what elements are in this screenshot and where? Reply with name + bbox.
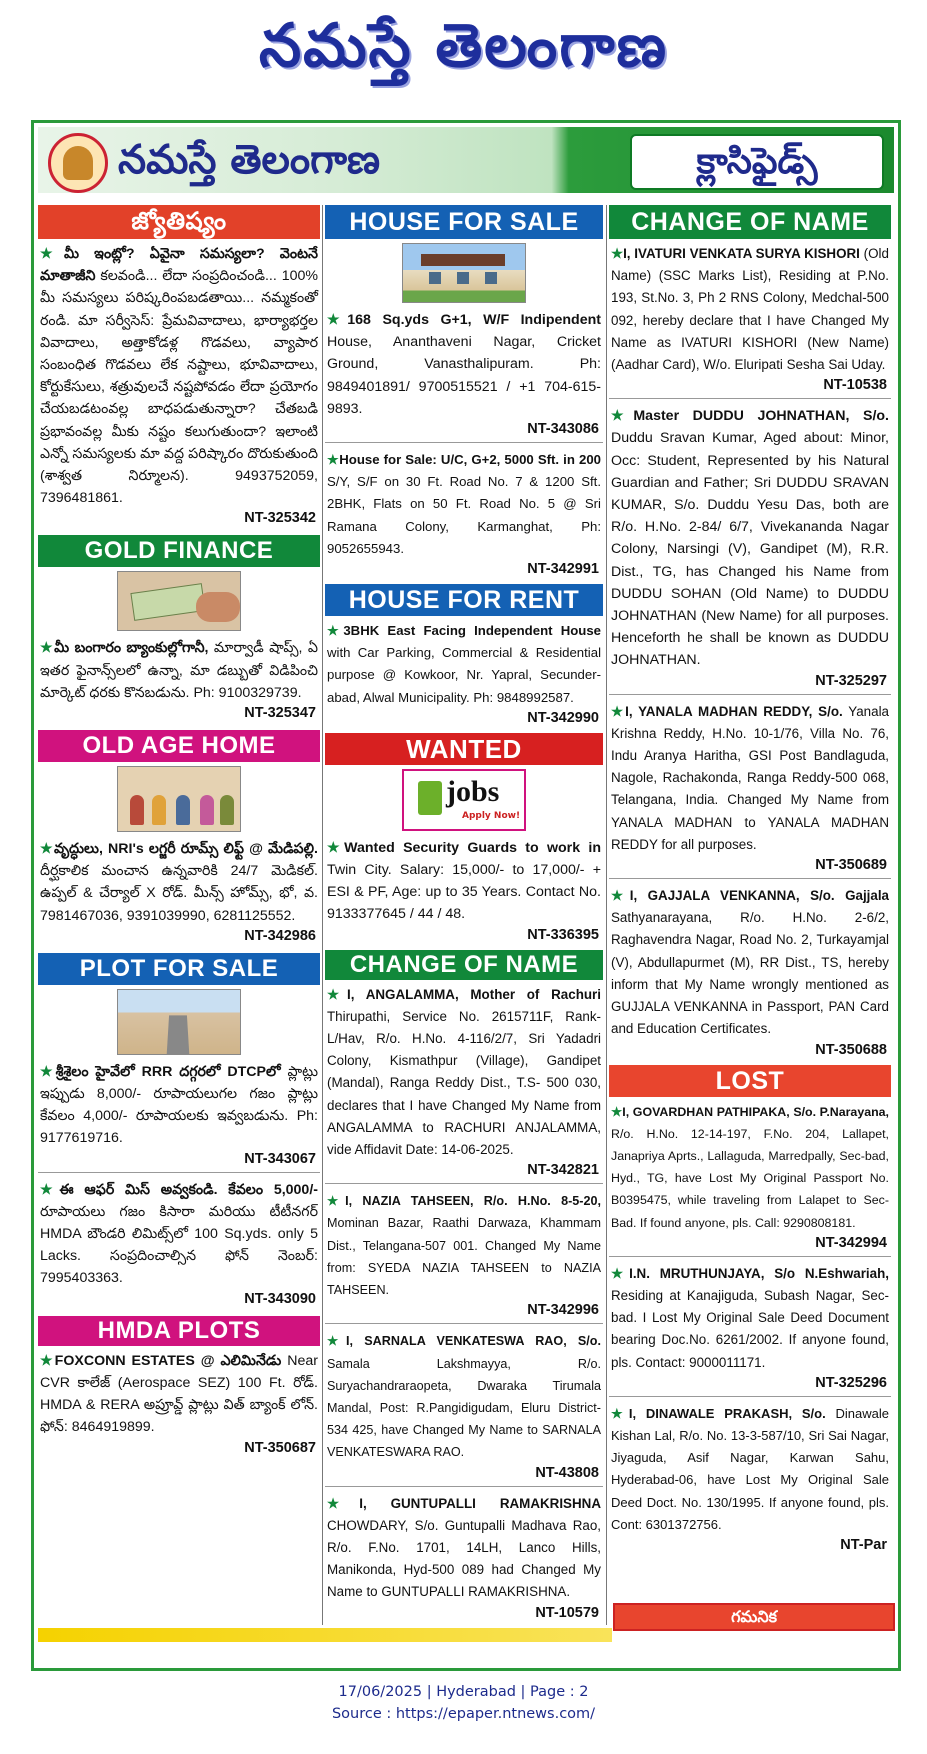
ad-code: NT-343067: [244, 1150, 316, 1167]
ad-code: NT-Par: [840, 1536, 887, 1553]
footer-source-line: Source : https://epaper.ntnews.com/: [331, 1706, 596, 1722]
ad-change-name-2: ★I, NAZIA TAHSEEN, R/o. H.No. 8-5-20, Mominan Bazar, Raathi Darwaza, Khammam Dist., Telangana-507 001. Changed My Name from: SYEDA NAZIA TAHSEEN to NAZIA TAHSEEN.: [327, 1194, 601, 1298]
section-header-old-age-home: OLD AGE HOME: [38, 730, 320, 762]
seal-logo: [48, 133, 108, 193]
bottom-strip: [38, 1628, 612, 1642]
star-icon: ★: [40, 640, 55, 657]
classifieds-label: క్లాసిఫైడ్స్: [630, 134, 884, 190]
ad-code: NT-325296: [815, 1374, 887, 1391]
section-header-house-for-rent: HOUSE FOR RENT: [325, 584, 603, 616]
ad-code: NT-342996: [527, 1302, 599, 1319]
ad-change-name-7: ★I, YANALA MADHAN REDDY, S/o. Yanala Krishna Reddy, H.No. 10-1/76, Villa No. 76, Indu Aranya Haritha, GSI Post Bandlaguda, Nagole, Rachakonda, Ranga Reddy-500 068, Telangana, India. Changed My Name from YANALA MADHAN to YANALA MADHAN REDDY for all purposes.: [611, 703, 889, 852]
column-middle: [325, 205, 603, 1622]
column-divider: [322, 205, 323, 1625]
ad-code: NT-43808: [535, 1464, 599, 1481]
section-header-house-for-sale: HOUSE FOR SALE: [325, 205, 603, 239]
ad-code: NT-350689: [815, 857, 887, 874]
ad-gold-finance: ★మీ బంగారం బ్యాంకుల్లోగానీ, మార్వాడీ షాప్స్, ఏ ఇతర ఫైనాన్స్‌లలో ఉన్నా, మా డబ్బుతో విడిపించి మార్కెట్ ధరకు కొనబడును. Ph: 9100329739.: [40, 640, 318, 701]
notice-box: గమనిక: [613, 1603, 895, 1631]
page-footer: [0, 1681, 927, 1725]
ad-code: NT-342990: [527, 709, 599, 726]
ad-plot-1: ★శ్రీశైలం హైవేలో RRR దగ్గరలో DTCPలో ప్లాట్లు ఇప్పుడు 8,000/- రూపాయలుగల గజం ప్లాట్లు కేవలం 4,000/- రూపాయలకు ఇవ్వబడును. Ph: 9177619716.: [40, 1063, 318, 1147]
star-icon: ★: [327, 839, 345, 856]
section-header-hmda-plots: HMDA PLOTS: [38, 1316, 320, 1346]
old-age-home-photo: [117, 766, 241, 832]
star-icon: ★: [611, 1104, 623, 1119]
star-icon: ★: [40, 1063, 56, 1080]
star-icon: ★: [611, 1265, 630, 1281]
star-icon: ★: [327, 312, 348, 328]
star-icon: ★: [40, 1181, 60, 1198]
star-icon: ★: [327, 1194, 346, 1209]
section-header-gold-finance: GOLD FINANCE: [38, 535, 320, 567]
ad-astrology: ★మీ ఇంట్లో? ఏవైనా సమస్యలా? వెంటనే మాతాజీని కలవండి... లేదా సంప్రదించండి... 100% మీ సమస్యలు పరిష్కరింపబడతాయి... నమ్మకంతో రండి. మా సర్వీసెస్: ప్రేమవివాదాలు, భార్యాభర్తల వివాదాలు, అత్తాకోడళ్ల గొడవలు, వ్యాపార సంబంధిత గొడవలు లేక నష్టాలు, భూవివాదాలు, కోర్టుకేసులు, శత్రువులచే నష్టపోవడం లేదా ప్రయోగం చేయబడటంవల్ల బాధపడుతున్నారా? చేతబడి ప్రభావంవల్ల మీకు నష్టం కలుగుతుందా? ఇలాంటి ఎన్నో సమస్యలకు మా వద్ద పరిష్కారం దొరుకుతుంది (శాశ్వత నిర్మూలన). 9493752059, 7396481861.: [40, 246, 318, 507]
section-header-astrology: జ్యోతిష్యం: [38, 205, 320, 239]
ad-code: NT-10579: [535, 1604, 599, 1621]
ad-change-name-5: ★I, IVATURI VENKATA SURYA KISHORI (Old Name) (SSC Marks List), Residing at P.No. 193, St.No. 3, Ph 2 RNS Colony, Medchal-500 092, hereby declare that I have Changed My Name as IVATURI KISHORI (New Name) (Aadhar Card), W/o. Eluripati Sesha Sai Uday.: [611, 246, 889, 373]
plot-photo: [117, 989, 241, 1055]
ad-code: NT-342991: [527, 561, 599, 578]
ad-lost-3: ★I, DINAWALE PRAKASH, S/o. Dinawale Kishan Lal, R/o. No. 13-3-587/10, Sri Sai Nagar, Jiyaguda, Asif Nagar, Karwan Sahu, Hyderabad-06, have Lost My Original Sale Deed Doct. No. 130/1995. If anyone found, pls. Cont: 6301372756.: [611, 1405, 889, 1532]
ad-code: NT-343090: [244, 1290, 316, 1307]
column-right: [609, 205, 891, 1554]
star-icon: ★: [327, 1334, 347, 1349]
ad-code: NT-325297: [815, 672, 887, 689]
ad-wanted: ★Wanted Security Guards to work in Twin City. Salary: 15,000/- to 17,000/- + ESI & PF, Age: up to 35 Years. Contact No. 9133377645 / 44 / 48.: [327, 839, 601, 923]
ad-code: NT-336395: [527, 926, 599, 943]
masthead-title: నమస్తే తెలంగాణ: [258, 11, 669, 81]
column-divider: [606, 205, 607, 1625]
ad-code: NT-342994: [815, 1234, 887, 1251]
section-header-wanted: WANTED: [325, 733, 603, 765]
star-icon: ★: [40, 246, 64, 262]
ad-change-name-6: ★Master DUDDU JOHNATHAN, S/o. Duddu Sravan Kumar, Aged about: Minor, Occ: Student, Represented by his Natural Guardian and Father; Sri DUDDU SRAVAN KUMAR, S/o. Duddu Yesu Das, both are R/o. H.No. 2-84/ 6/7, Vivekananda Nagar Colony, Narsingi (V), Gandipet (M), R.R. Dist., TG, has Changed his Name from DUDDU SOHAN (Old Name) to DUDDU JOHNATHAN (New Name) for all purposes. Henceforth he shall be known as DUDDU JOHNATHAN.: [611, 408, 889, 669]
section-header-change-of-name: CHANGE OF NAME: [609, 205, 891, 239]
star-icon: ★: [611, 888, 630, 904]
column-left: [38, 205, 320, 1457]
section-header-plot-for-sale: PLOT FOR SALE: [38, 953, 320, 985]
star-icon: ★: [327, 1495, 360, 1511]
ad-house-rent: ★3BHK East Facing Independent House with Car Parking, Commercial & Residential purpose @ Kowkoor, Nr. Yapral, Secunder-abad, Alwal Municipality. Ph: 9848992587.: [327, 623, 601, 705]
masthead: [0, 0, 927, 96]
ad-code: NT-350687: [244, 1439, 316, 1456]
jobs-logo: jobs Apply Now!: [402, 769, 526, 831]
star-icon: ★: [611, 408, 634, 425]
banner-title: నమస్తే తెలంగాణ: [118, 137, 381, 183]
house-photo: [402, 243, 526, 303]
ad-old-age-home: ★వృద్ధులు, NRI's లగ్జరీ రూమ్స్ లిఫ్ట్ @ మేడిపల్లి. దీర్ఘకాలిక మంచాన ఉన్నవారికి 24/7 మెడికల్. ఉప్పల్ & చేర్యాల్ X రోడ్. మీన్స్ హోమ్స్, భో, వ. 7981467036, 9391039990, 6281125552.: [40, 841, 318, 924]
classifieds-page: [31, 120, 901, 1671]
section-header-change-of-name: CHANGE OF NAME: [325, 950, 603, 980]
star-icon: ★: [327, 452, 340, 468]
ad-lost-2: ★I.N. MRUTHUNJAYA, S/o N.Eshwariah, Residing at Kanajiguda, Subash Nagar, Sec-bad. I Lost My Original Sale Deed Document bearing Doc.No. 6261/2002. If anyone found, pls. Contact: 9000011171.: [611, 1265, 889, 1370]
classifieds-banner: [38, 127, 894, 193]
ad-code: NT-10538: [823, 377, 887, 394]
ad-code: NT-342821: [527, 1162, 599, 1179]
star-icon: ★: [40, 841, 54, 858]
ad-change-name-1: ★I, ANGALAMMA, Mother of Rachuri Thirupathi, Service No. 2615711F, Rank-L/Hav, R/o. H.No. 4-116/2/7, Sri Yadadri Colony, Kismathpur (Village), Gandipet (Mandal), Ranga Reddy Dist., T.S- 500 030, declares that I have Changed My Name from ANGALAMMA to RACHURI ANJALAMMA, vide Affidavit Date: 14-06-2025.: [327, 986, 601, 1158]
ad-lost-1: ★I, GOVARDHAN PATHIPAKA, S/o. P.Narayana, R/o. H.No. 12-14-197, F.No. 204, Lallapet, Janapriya Aprts., Lallaguda, Marredpally, Sec-bad, Hyd., TG, have Lost My Original Passport No. B0395475, while traveling from Lalapet to Sec-Bad. If found anyone, pls. Call: 9290808181.: [611, 1104, 889, 1230]
ad-change-name-3: ★I, SARNALA VENKATESWA RAO, S/o. Samala Lakshmayya, R/o. Suryachandraraopeta, Dwaraka Tirumala Mandal, Post: R.Pangidigudam, Eluru District-534 425, have Changed My Name to SARNALA VENKATESWARA RAO.: [327, 1334, 601, 1460]
ad-code: NT-325347: [244, 705, 316, 722]
ad-house-sale-2: ★House for Sale: U/C, G+2, 5000 Sft. in 200 S/Y, S/F on 30 Ft. Road No. 7 & 1200 Sft. 2BHK, Flats on 50 Ft. Road No. 5 @ Sri Ramana Colony, Karmanghat, Ph: 9052655943.: [327, 452, 601, 556]
ad-hmda: ★FOXCONN ESTATES @ ఎలిమినేడు Near CVR కాలేజ్ (Aerospace SEZ) 100 Ft. రోడ్. HMDA & RERA అప్రూవ్డ్ ప్లాట్లు విత్ బ్యాంక్ లోన్. ఫోన్: 8464919899.: [40, 1352, 318, 1436]
money-photo: [117, 571, 241, 631]
ad-code: NT-343086: [527, 421, 599, 438]
ad-code: NT-350688: [815, 1041, 887, 1058]
ad-change-name-8: ★I, GAJJALA VENKANNA, S/o. Gajjala Sathyanarayana, R/o. H.No. 2-6/2, Raghavendra Nagar, Road No. 2, Turkayamjal (V), Abdullapurmet (M), RR Dist., TS, hereby inform that My Name wrongly mentioned as GUJJALA VENKANNA in Passport, PAN Card and Education Certificates.: [611, 888, 889, 1037]
star-icon: ★: [327, 623, 344, 639]
star-icon: ★: [611, 246, 624, 261]
ad-house-sale-1: ★168 Sq.yds G+1, W/F Indipendent House, Ananthaveni Nagar, Cricket Ground, Vanasthalipuram. Ph: 9849401891/ 9700515521 / +1 704-615-9893.: [327, 312, 601, 417]
ad-code: NT-342986: [244, 927, 316, 944]
star-icon: ★: [611, 703, 626, 719]
ad-code: NT-325342: [244, 510, 316, 527]
star-icon: ★: [611, 1405, 629, 1421]
star-icon: ★: [327, 986, 348, 1002]
section-header-lost: LOST: [609, 1065, 891, 1097]
footer-date-line: 17/06/2025 | Hyderabad | Page : 2: [338, 1684, 589, 1700]
ad-plot-2: ★ఈ ఆఫర్ మిస్ అవ్వకండి. కేవలం 5,000/- రూపాయలు గజం కిసారా మరియు టీటీనగర్ HMDA బౌండరి లిమిట్స్‌లో 100 Sq.yds. only 5 Lacks. సంప్రదించాల్సిన ఫోన్ నెంబర్: 7995403363.: [40, 1181, 318, 1287]
ad-change-name-4: ★I, GUNTUPALLI RAMAKRISHNA CHOWDARY, S/o. Guntupalli Madhava Rao, R/o. F.No. 1701, 14LH, Lanco Hills, Manikonda, Hyd-500 089 had Changed My Name to GUNTUPALLI RAMAKRISHNA.: [327, 1495, 601, 1600]
star-icon: ★: [40, 1352, 55, 1369]
